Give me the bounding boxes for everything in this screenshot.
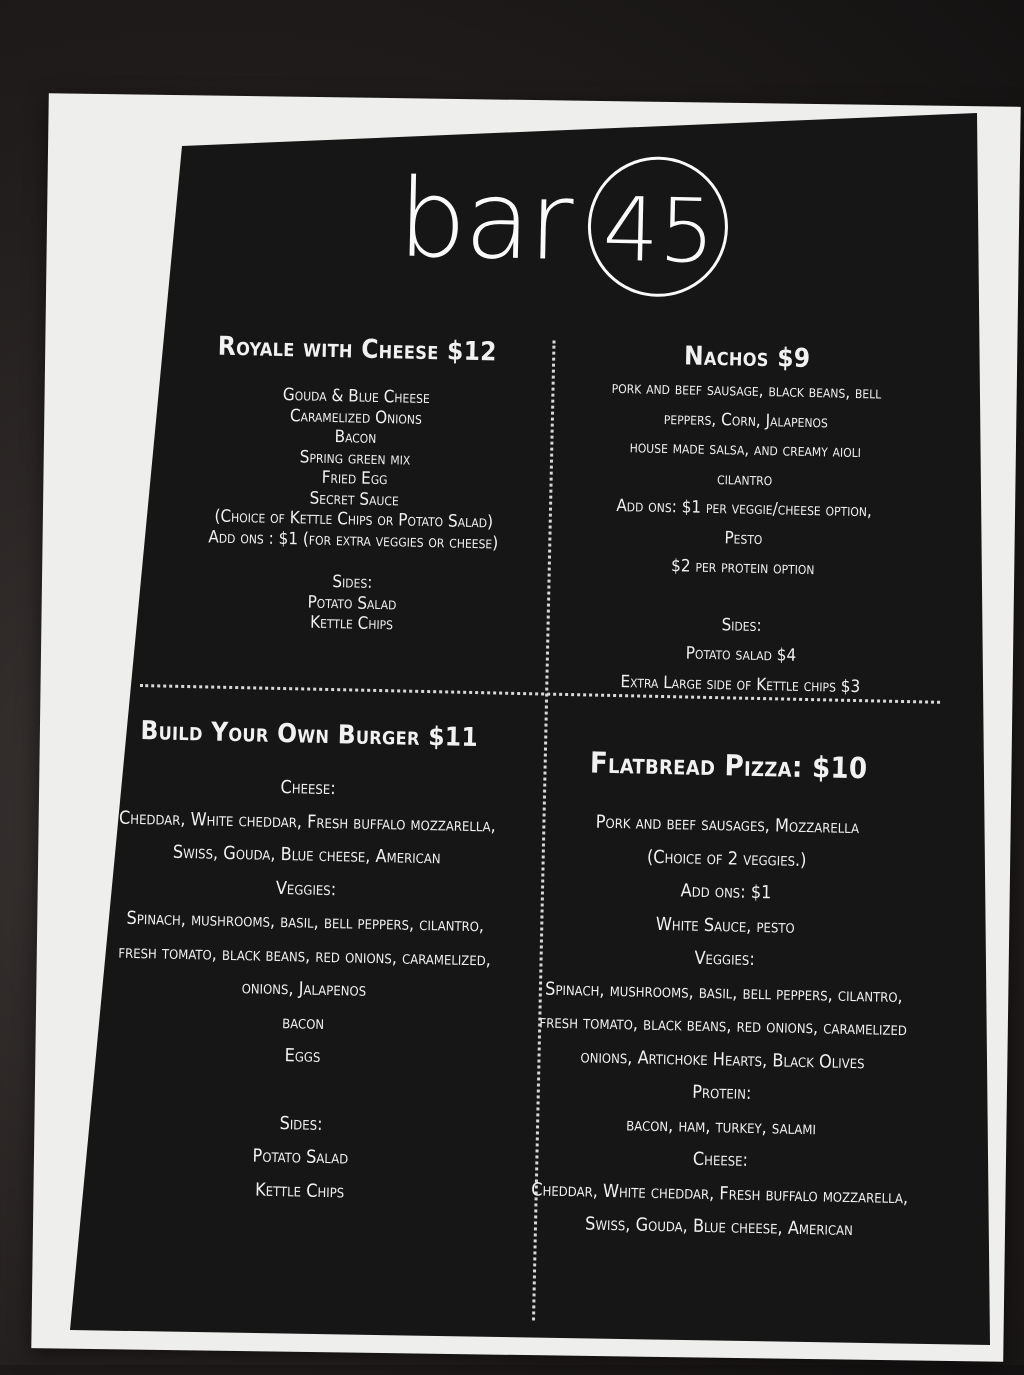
- nachos-item: pork and beef sausage, black beans, bell: [611, 377, 882, 404]
- nachos-side: Extra Large side of Kettle chips $3: [620, 671, 861, 697]
- royale-item: Bacon: [334, 427, 377, 448]
- byob-section: [99, 715, 509, 1211]
- byob-item: onions, Jalapenos: [241, 977, 367, 1001]
- flatbread-item: Protein:: [691, 1081, 752, 1104]
- flatbread-item: bacon, ham, turkey, salami: [626, 1113, 817, 1139]
- logo-word: bar: [396, 156, 573, 285]
- flatbread-item: Spinach, mushrooms, basil, bell peppers, cilantro,: [544, 978, 903, 1007]
- byob-item: Cheddar, White cheddar, Fresh buffalo mozzarella,: [118, 807, 497, 837]
- flatbread-item: fresh tomato, black beans, red onions, caramelized: [539, 1011, 908, 1041]
- nachos-section: [570, 339, 917, 703]
- royale-item: Caramelized Onions: [289, 405, 423, 429]
- byob-item: Veggies:: [275, 877, 337, 900]
- byob-item: bacon: [282, 1011, 325, 1034]
- flatbread-title: Flatbread Pizza: $10: [589, 745, 868, 786]
- nachos-title: Nachos $9: [683, 341, 811, 375]
- nachos-item: Add ons: $1 per veggie/cheese option,: [616, 495, 872, 522]
- royale-title: Royale with Cheese $12: [217, 331, 498, 368]
- flatbread-item: Cheddar, White cheddar, Fresh buffalo mozzarella,: [531, 1178, 909, 1208]
- flatbread-item: White Sauce, pesto: [655, 913, 795, 938]
- royale-item: Spring green mix: [299, 446, 411, 470]
- royale-item: Gouda & Blue Cheese: [282, 384, 431, 409]
- royale-side: Potato Salad: [307, 592, 397, 614]
- flatbread-section: [509, 744, 939, 1248]
- byob-sides-label: Sides:: [279, 1112, 323, 1135]
- royale-item: Secret Sauce: [309, 488, 399, 510]
- flatbread-item: Swiss, Gouda, Blue cheese, American: [584, 1213, 854, 1241]
- byob-side: Kettle Chips: [254, 1179, 345, 1202]
- byob-item: Cheese:: [280, 777, 336, 800]
- byob-item: Swiss, Gouda, Blue cheese, American: [172, 841, 441, 869]
- royale-item: Fried Egg: [321, 467, 388, 490]
- flatbread-item: Veggies:: [694, 947, 755, 970]
- nachos-item: Pesto: [724, 527, 763, 549]
- nachos-item: cilantro: [716, 468, 773, 490]
- royale-item: (Choice of Kettle Chips or Potato Salad): [214, 506, 494, 533]
- nachos-item: peppers, Corn, Jalapenos: [663, 408, 829, 432]
- nachos-item: house made salsa, and creamy aioli: [629, 437, 862, 463]
- royale-section: [181, 331, 527, 638]
- logo-number: 45: [601, 177, 716, 283]
- nachos-sides-label: Sides:: [721, 614, 762, 636]
- byob-title: Build Your Own Burger $11: [140, 716, 479, 754]
- flatbread-item: Add ons: $1: [680, 880, 772, 904]
- royale-side: Kettle Chips: [309, 612, 394, 635]
- royale-sides-label: Sides:: [332, 572, 373, 593]
- flatbread-item: onions, Artichoke Hearts, Black Olives: [580, 1045, 865, 1073]
- flatbread-item: Pork and beef sausages, Mozzarella: [595, 811, 860, 839]
- byob-item: fresh tomato, black beans, red onions, caramelized,: [118, 941, 492, 970]
- bar45-logo: [396, 145, 759, 303]
- byob-item: Eggs: [284, 1045, 321, 1067]
- flatbread-item: Cheese:: [692, 1148, 749, 1171]
- royale-item: Add ons : $1 (for extra veggies or cheese): [208, 526, 499, 554]
- byob-item: Spinach, mushrooms, basil, bell peppers, cilantro,: [126, 907, 485, 937]
- nachos-item: $2 per protein option: [670, 556, 815, 580]
- nachos-side: Potato salad $4: [685, 643, 797, 666]
- flatbread-item: (Choice of 2 veggies.): [646, 846, 807, 871]
- byob-side: Potato Salad: [252, 1145, 349, 1169]
